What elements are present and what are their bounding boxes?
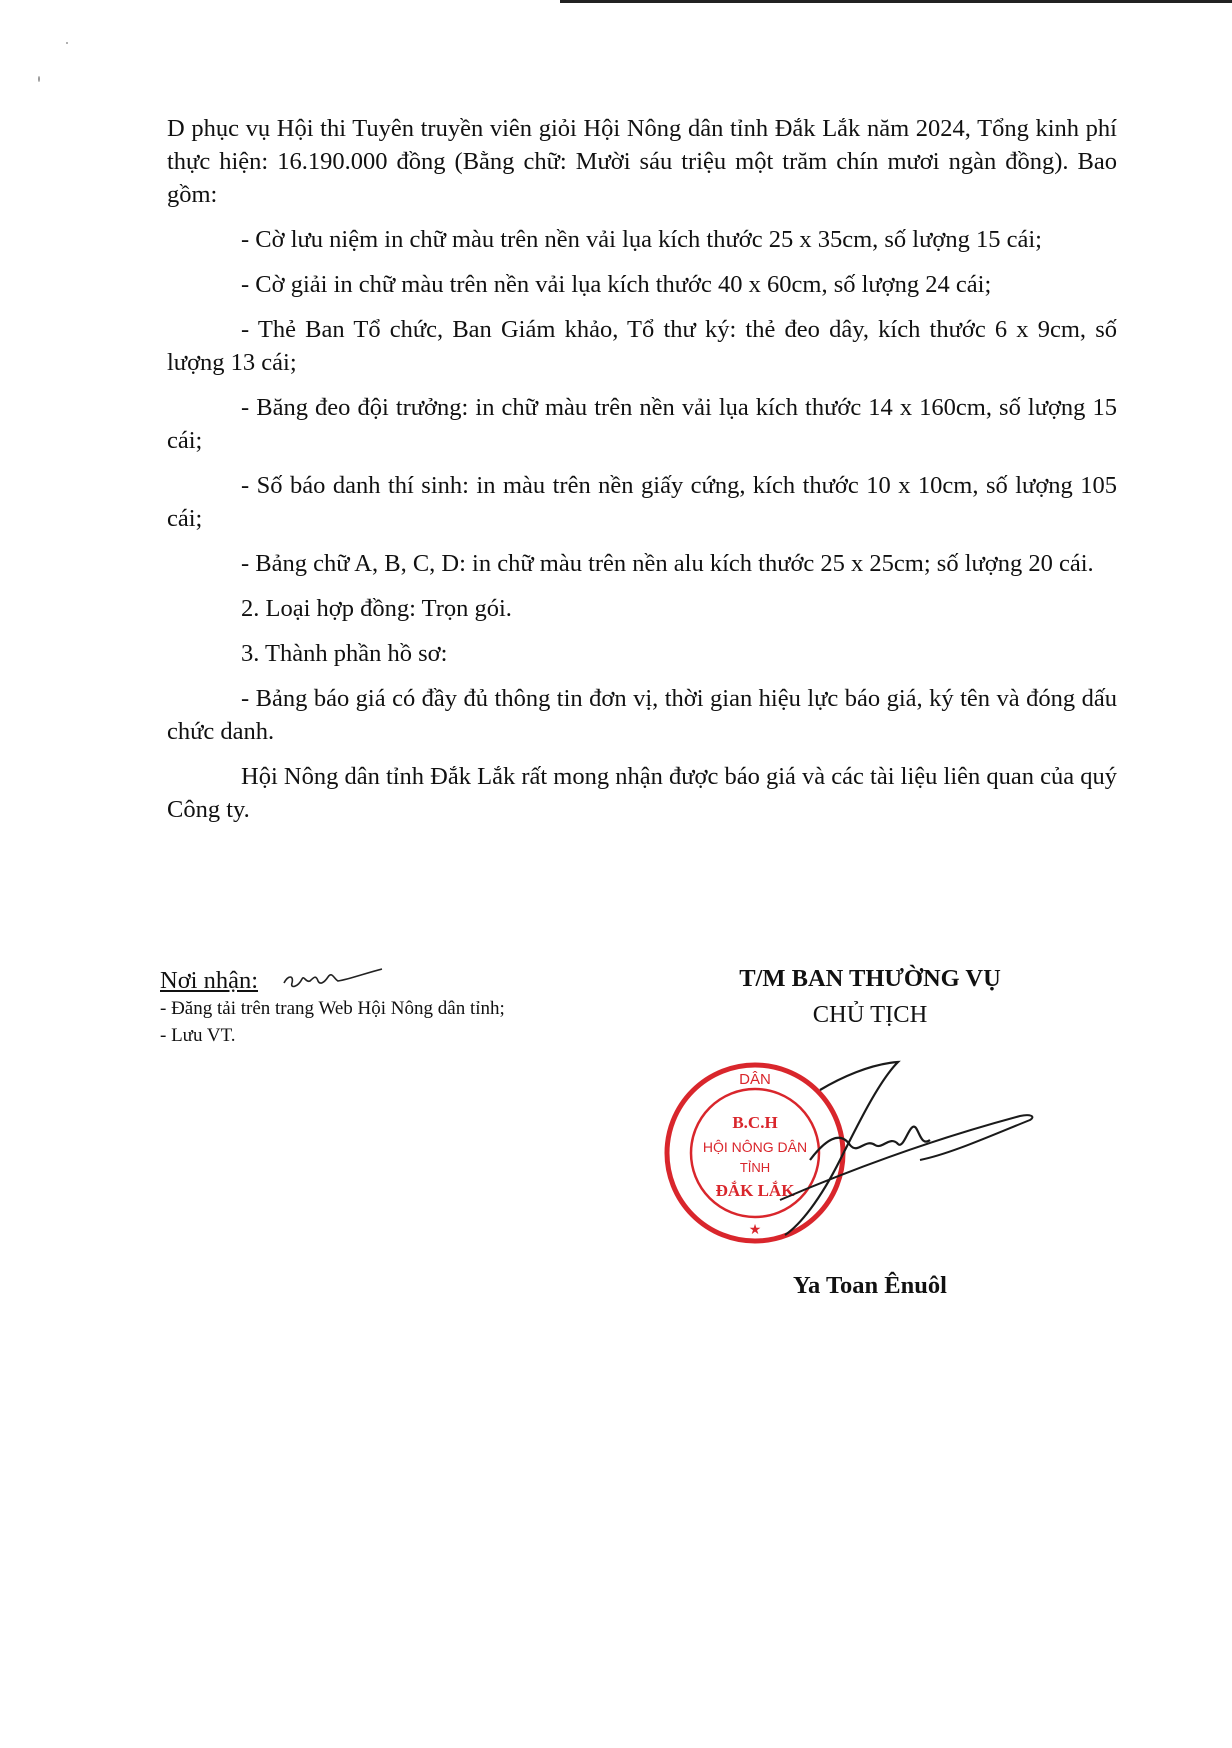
- svg-text:DÂN: DÂN: [739, 1071, 771, 1088]
- svg-text:TỈNH: TỈNH: [739, 1160, 771, 1175]
- svg-text:★: ★: [748, 1221, 762, 1237]
- item-candidate-number: - Số báo danh thí sinh: in màu trên nền giấy cứng, kích thước 10 x 10cm, số lượng 105 cái;: [167, 472, 1117, 532]
- contract-type: 2. Loại hợp đồng: Trọn gói.: [241, 595, 512, 622]
- recipient-line: - Đăng tải trên trang Web Hội Nông dân tỉnh;: [160, 998, 505, 1019]
- signer-title: CHỦ TỊCH: [812, 1001, 928, 1028]
- dossier-heading: 3. Thành phần hồ sơ:: [241, 640, 448, 667]
- intro-paragraph: D phục vụ Hội thi Tuyên truyền viên giỏi Hội Nông dân tỉnh Đắk Lắk năm 2024, Tổng kinh phí thực hiện: 16.190.000 đồng (Bằng chữ: Mười sáu triệu một trăm chín mươi ngàn đồng). Bao gồm:: [167, 115, 1117, 208]
- recipient-line: - Lưu VT.: [160, 1025, 236, 1046]
- signer-name: Ya Toan Ênuôl: [793, 1272, 947, 1299]
- recipients-block: [160, 967, 680, 1049]
- dossier-item: - Bảng báo giá có đầy đủ thông tin đơn vị, thời gian hiệu lực báo giá, ký tên và đóng dấu chức danh.: [167, 685, 1117, 745]
- letter-body: [167, 112, 1117, 838]
- svg-text:HỘI NÔNG DÂN: HỘI NÔNG DÂN: [702, 1139, 808, 1155]
- item-prize-flag: - Cờ giải in chữ màu trên nền vải lụa kích thước 40 x 60cm, số lượng 24 cái;: [241, 271, 992, 298]
- top-border-line: [560, 0, 1232, 3]
- svg-text:ĐẮK LẮK: ĐẮK LẮK: [715, 1181, 795, 1200]
- item-captain-sash: - Băng đeo đội trưởng: in chữ màu trên nền vải lụa kích thước 14 x 160cm, số lượng 15 cái;: [167, 394, 1117, 454]
- scan-speck: [38, 76, 40, 82]
- handwritten-signature: [690, 1050, 1050, 1250]
- initials-signature: [278, 961, 388, 995]
- closing-paragraph: Hội Nông dân tỉnh Đắk Lắk rất mong nhận được báo giá và các tài liệu liên quan của quý Công ty.: [167, 763, 1117, 823]
- item-badge: - Thẻ Ban Tổ chức, Ban Giám khảo, Tổ thư ký: thẻ đeo dây, kích thước 6 x 9cm, số lượng 13 cái;: [167, 316, 1117, 376]
- item-souvenir-flag: - Cờ lưu niệm in chữ màu trên nền vải lụa kích thước 25 x 35cm, số lượng 15 cái;: [241, 226, 1042, 253]
- recipients-label: Nơi nhận:: [160, 967, 259, 994]
- scan-speck: [66, 42, 68, 44]
- signer-organization: T/M BAN THƯỜNG VỤ: [739, 965, 1001, 992]
- svg-text:B.C.H: B.C.H: [732, 1113, 778, 1132]
- item-letter-boards: - Bảng chữ A, B, C, D: in chữ màu trên nền alu kích thước 25 x 25cm; số lượng 20 cái.: [241, 550, 1094, 577]
